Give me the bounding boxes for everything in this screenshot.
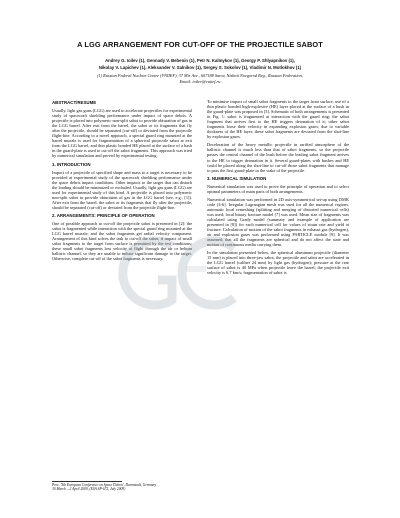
footnote bbox=[52, 483, 252, 492]
authors-line-2: Nikolay V. Lapichev (1), Aleksander V. Salnikov (1), Sergey S. Sokolov (1), Vladimir N. Motlokhov (1) bbox=[98, 65, 302, 70]
paper-title: A LGG ARRANGEMENT FOR CUT-OFF OF THE PROJECTILE SABOT bbox=[77, 40, 323, 49]
introduction-text: Impact of a projectile of specified shape and mass to a target is necessary to be provided at experimental study of the spacecraft shielding performance under the space debris impact conditions. Other impacts to the target that can disturb the loading should be minimized or excluded. Usually, light gas guns (LGG) are used for experimental study of this kind. A projectile is placed into polymeric non-split sabot to provide obturation of gas in the LGG barrel (see, e.g., [1]). After exit from the barrel, the sabot or its fragments that fly after the projectile, should be separated (cut-off) or deviated from the projectile flight-line. bbox=[52, 169, 192, 210]
arrangements-heading: 2. ARRANGEMENTS: PRINCIPLE OF OPERATION bbox=[52, 212, 155, 218]
footnote-line-2: 30 March – 2 April 2009, (ESA SP-672, July 2009) bbox=[52, 487, 126, 492]
affiliation-line-1: (1) Russian Federal Nuclear Centre (VNIIEF), 37 Mir Ave., 607188 Sarov, Nizhnii Novgorod Reg., Russian Federation, bbox=[97, 73, 303, 78]
right-paragraph-4: Numerical simulation was performed in 2D axis-symmetrical set-up using DMK code [4-6]. Irregular Lagrangian mesh was used for all the numerical regions, automatic local remeshing (splitting and merging of distorted numerical cells) was used; local binary fracture model [7] was used. Mean size of fragments was calculated using Grady model (summary and example of application are presented in [8]) for each numerical cell for values of strain rate and yield at fracture. Calculation of motion of the sabot fragments in exhaust gas (hydrogen), air and explosion gases was performed using PARTICLE module [9]. It was assumed, that all the fragments are spherical and do not affect the state and motion of continuous media carrying them. bbox=[207, 196, 349, 248]
affiliation bbox=[48, 73, 352, 85]
footnote-line-1: Proc. '5th European Conference on Space Debris', Darmstadt, Germany bbox=[52, 483, 157, 487]
numerical-simulation-heading: 3. NUMERICAL SIMULATION bbox=[207, 175, 267, 181]
abstract-text: Usually, light gas guns (LGG) are used to accelerate projectiles for experimental study of spacecraft shielding performance under impact of space debris. A projectile is placed into polymeric non-split sabot to provide obturation of gas in the LGG barrel. After exit from the barrel, the sabot or its fragments that fly after the projectile, should be separated (cut-off) or deviated from the projectile flight-line. According to a novel approach, a special guard ring mounted at the barrel muzzle is used for fragmentation of a spherical projectile sabot at exit from the LGG barrel, and thin plastic bonded HE placed at the surface of a bash in the guard-plate is used to cut-off the sabot fragments. This approach was tried by numerical simulation and proved by experimental testing. bbox=[52, 108, 192, 159]
abstract-heading: ABSTRACT/RESUME bbox=[52, 100, 97, 105]
author-list bbox=[48, 57, 352, 71]
authors-line-1: Andrey G. Ioilev (1), Gennady V. Bebenin (1), Petr N. Kalmykov (1), Georgy P. Shlyapnikov (1), bbox=[105, 58, 295, 63]
watermark-shape bbox=[123, 241, 234, 305]
right-paragraph-1: To minimise impact of small sabot fragments to the target front surface, use of a thin plastic bonded high-explosive (HE) layer placed at the surface of a bush in the guard-plate was proposed in [3]. Schematic of both arrangements is presented in Fig. 1: sabot is fragmented at interaction with the guard ring; the sabot fragment that arrives first to the HE triggers detonation of it; other sabot fragments loose their velocity in expanding explosion gases; due to variable thickness of the HE layer, these sabot fragments are deviated from the shot-line by explosion gases. bbox=[207, 99, 349, 140]
right-paragraph-3: Numerical simulation was used to prove the principle of operation and to select optimal parameters of main parts of both arrangements. bbox=[207, 183, 349, 194]
footnote-rule bbox=[52, 481, 122, 482]
right-paragraph-2: Deceleration of the heavy metallic projectile in rarified atmosphere of the ballistic channel is much less than that of sabot fragments, so the projectile passes the central channel of the bush before the leading sabot fragment arrives to the HE to trigger detonation in it. Several guard-plates with bushes and HE could be placed along the shot-line to cut-off those sabot fragments that manage to pass the first guard-plate in the wake of the projectile. bbox=[207, 142, 349, 173]
watermark-logo bbox=[114, 218, 284, 328]
watermark-fill bbox=[186, 266, 206, 272]
affiliation-line-2: Email: ioilev@vniief.ru bbox=[179, 79, 221, 84]
introduction-heading: 1. INTRODUCTION bbox=[52, 161, 91, 167]
arrangements-text: One of possible approach to cut-off the projectile sabot is presented in [2]: the sabot is fragmented while interaction with the special guard ring mounted at the LGG barrel muzzle, and the sabot fragments get radial velocity component. Arrangement of this kind solves the task to cut-off the sabot, if impact of small sabot fragments to the target from surface is permitted by the test conditions; these small sabot fragments loss velocity at flight through the air or helium ballistic channel, so they are unable to induce significant damage to the target. Otherwise, complete cut-off of the sabot fragments is necessary. bbox=[52, 220, 192, 262]
right-paragraph-5: In the simulation presented below, the spherical aluminum projectile (diameter 15 mm) is placed into three-jaw sabot, the projectile and sabot are accelerated in the LGG barrel (caliber 24 mm) by light gas (hydrogen); pressure at the rear surface of sabot is 40 MPa when projectile leave the barrel; the projectile exit velocity is 6.7 km/s; fragmentation of sabot is bbox=[207, 250, 349, 276]
